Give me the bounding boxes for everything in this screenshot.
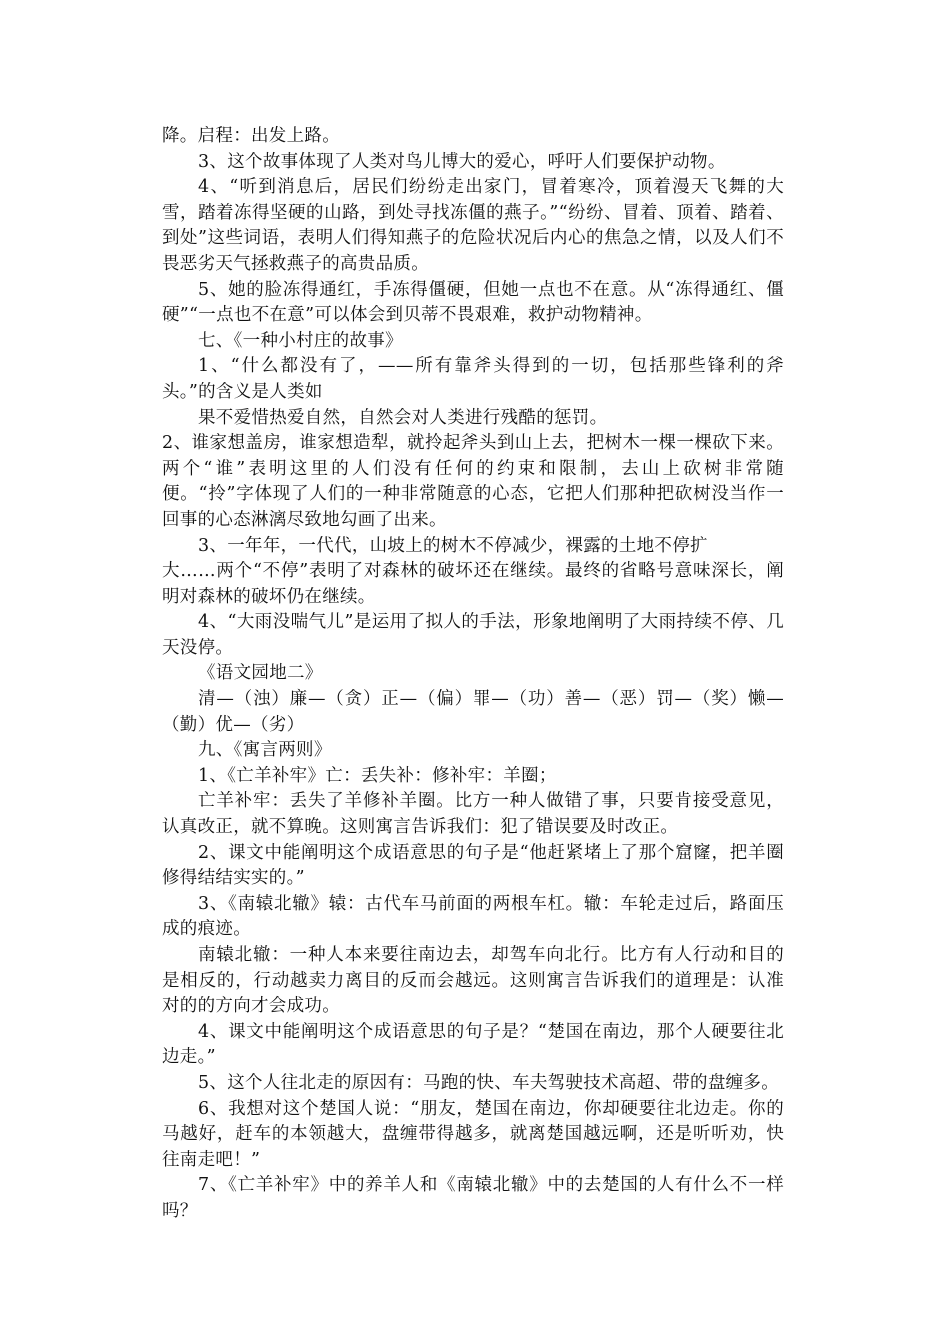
paragraph: 6、我想对这个楚国人说：“朋友，楚国在南边，你却硬要往北边走。你的马越好，赶车的本领越大，盘缠带得越多，就离楚国越远啊，还是听听劝，快往南走吧！” (162, 1098, 784, 1170)
document-body (162, 124, 784, 1225)
paragraph: 5、这个人往北走的原因有：马跑的快、车夫驾驶技术高超、带的盘缠多。 (198, 1072, 780, 1093)
paragraph: 《语文园地二》 (198, 663, 323, 684)
paragraph: 4、“听到消息后，居民们纷纷走出家门，冒着寒冷，顶着漫天飞舞的大雪，踏着冻得坚硬的山路，到处寻找冻僵的燕子。”“纷纷、冒着、顶着、踏着、到处”这些词语，表明人们得知燕子的危险状况后内心的焦急之情，以及人们不畏恶劣天气拯救燕子的高贵品质。 (162, 177, 784, 274)
paragraph: 南辕北辙：一种人本来要往南边去，却驾车向北行。比方有人行动和目的是相反的，行动越卖力离目的反而会越远。这则寓言告诉我们的道理是：认准对的的方向才会成功。 (162, 945, 784, 1017)
paragraph: 果不爱惜热爱自然，自然会对人类进行残酷的惩罚。 (198, 407, 608, 428)
paragraph: 九、《寓言两则》 (198, 740, 332, 761)
paragraph: 3、一年年，一代代，山坡上的树木不停减少，裸露的土地不停扩 (198, 535, 708, 556)
paragraph: 大……两个“不停”表明了对森林的破坏还在继续。最终的省略号意味深长，阐明对森林的破坏仍在继续。 (162, 561, 784, 607)
paragraph: 4、“大雨没喘气儿”是运用了拟人的手法，形象地阐明了大雨持续不停、几天没停。 (162, 612, 784, 658)
paragraph: 降。启程：出发上路。 (162, 126, 340, 146)
paragraph: 7、《亡羊补牢》中的养羊人和《南辕北辙》中的去楚国的人有什么不一样吗？ (162, 1175, 784, 1221)
paragraph: 七、《一种小村庄的故事》 (198, 330, 403, 351)
paragraph: 2、谁家想盖房，谁家想造犁，就拎起斧头到山上去，把树木一棵一棵砍下来。两个“谁”表明这里的人们没有任何的约束和限制，去山上砍树非常随便。“拎”字体现了人们的一种非常随意的心态，它把人们那种把砍树没当作一回事的心态淋漓尽致地勾画了出来。 (162, 433, 784, 530)
paragraph: 1、《亡羊补牢》亡：丢失补：修补牢：羊圈； (198, 765, 557, 786)
paragraph: 4、课文中能阐明这个成语意思的句子是？“楚国在南边，那个人硬要往北边走。” (162, 1021, 784, 1068)
paragraph: 2、课文中能阐明这个成语意思的句子是“他赶紧堵上了那个窟窿，把羊圈修得结结实实的。” (162, 842, 784, 889)
paragraph: 1、“什么都没有了，——所有靠斧头得到的一切，包括那些锋利的斧头。”的含义是人类如 (162, 356, 784, 402)
paragraph: 3、《南辕北辙》辕：古代车马前面的两根车杠。辙：车轮走过后，路面压成的痕迹。 (162, 893, 784, 940)
paragraph: 清—（浊）廉—（贪）正—（偏）罪—（功）善—（恶）罚—（奖）懒—（勤）优—（劣） (162, 689, 784, 735)
paragraph: 5、她的脸冻得通红，手冻得僵硬，但她一点也不在意。从“冻得通红、僵硬”“一点也不在意”可以体会到贝蒂不畏艰难，救护动物精神。 (162, 279, 784, 326)
paragraph: 亡羊补牢：丢失了羊修补羊圈。比方一种人做错了事，只要肯接受意见，认真改正，就不算晚。这则寓言告诉我们：犯了错误要及时改正。 (162, 791, 784, 838)
paragraph: 3、这个故事体现了人类对鸟儿博大的爱心，呼吁人们要保护动物。 (198, 151, 726, 172)
